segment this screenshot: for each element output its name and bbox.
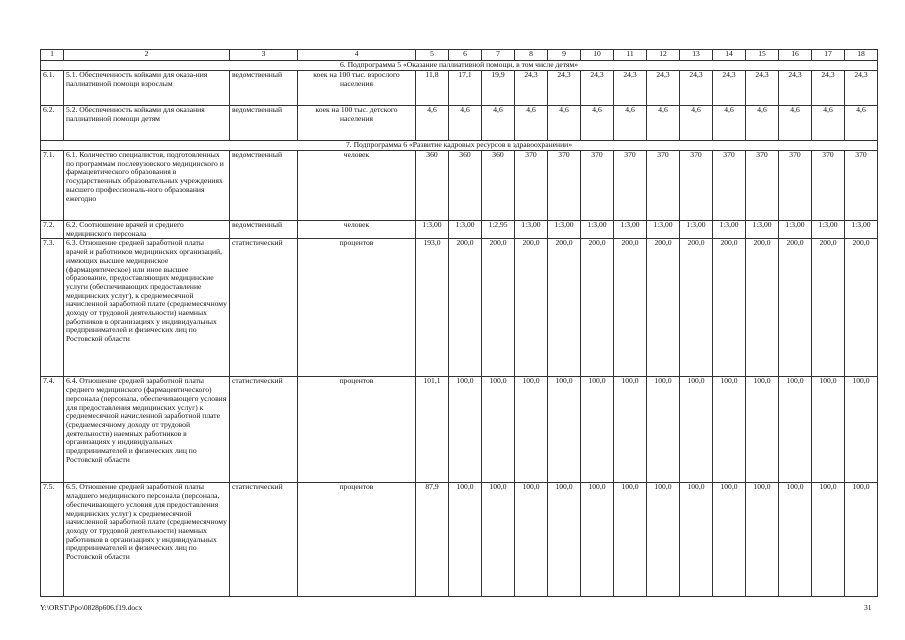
year-value: 24,3 — [680, 71, 713, 106]
year-value: 4,6 — [713, 106, 746, 141]
header-cell: 9 — [548, 50, 581, 61]
year-value: 200,0 — [548, 239, 581, 377]
year-value: 200,0 — [779, 239, 812, 377]
year-value: 1:3,00 — [548, 221, 581, 239]
year-value: 100,0 — [548, 377, 581, 483]
year-value: 4,6 — [812, 106, 845, 141]
year-value: 200,0 — [845, 239, 878, 377]
table-row — [41, 106, 878, 141]
year-value: 4,6 — [614, 106, 647, 141]
year-value: 200,0 — [812, 239, 845, 377]
year-value: 100,0 — [779, 377, 812, 483]
unit-of-measure: процентов — [298, 377, 416, 483]
row-number: 7.4. — [41, 377, 64, 483]
unit-of-measure: процентов — [298, 239, 416, 377]
year-value: 1:3,00 — [845, 221, 878, 239]
year-value: 24,3 — [614, 71, 647, 106]
year-value: 4,6 — [449, 106, 482, 141]
header-cell: 16 — [779, 50, 812, 61]
unit-of-measure: коек на 100 тыс. взрослого населения — [298, 71, 416, 106]
header-cell: 12 — [647, 50, 680, 61]
year-value: 100,0 — [680, 377, 713, 483]
indicator-name: 6.4. Отношение средней заработной платы среднего медицинского (фармацевтического) персонала (персонала, обеспечивающего условия для предоставления медицинских услуг) к среднемесячной начисленной заработной плате (среднемесячному доходу от трудовой деятельности) наемных работников в организациях у индивидуальных предпринимателей и физических лиц по Ростовской области — [64, 377, 230, 483]
year-value: 100,0 — [482, 377, 515, 483]
year-value: 193,0 — [416, 239, 449, 377]
table-row — [41, 221, 878, 239]
year-value: 4,6 — [647, 106, 680, 141]
year-value: 100,0 — [845, 483, 878, 597]
column-number-header-row — [41, 50, 878, 61]
year-value: 200,0 — [713, 239, 746, 377]
header-cell: 2 — [64, 50, 230, 61]
section-heading: 6. Подпрограмма 5 «Оказание паллиативной помощи, в том числе детям» — [41, 61, 878, 71]
unit-of-measure: коек на 100 тыс. детского населения — [298, 106, 416, 141]
header-cell: 6 — [449, 50, 482, 61]
year-value: 4,6 — [416, 106, 449, 141]
row-number: 7.2. — [41, 221, 64, 239]
year-value: 24,3 — [647, 71, 680, 106]
header-cell: 3 — [230, 50, 298, 61]
year-value: 4,6 — [548, 106, 581, 141]
indicator-name: 6.3. Отношение средней заработной платы врачей и работников медицинских организаций, имеющих высшее медицинское (фармацевтическое) или иное высшее образование, предоставляющих медицинские услуги (обеспечивающих предоставление медицинских услуг), к среднемесячной начисленной заработной плате (среднемесячному доходу от трудовой деятельности) наемных работников в организациях у индивидуальных предпринимателей и физических лиц по Ростовской области — [64, 239, 230, 377]
year-value: 24,3 — [515, 71, 548, 106]
year-value: 370 — [647, 151, 680, 221]
header-cell: 11 — [614, 50, 647, 61]
data-source: ведомственный — [230, 71, 298, 106]
year-value: 100,0 — [845, 377, 878, 483]
year-value: 4,6 — [581, 106, 614, 141]
year-value: 4,6 — [779, 106, 812, 141]
year-value: 100,0 — [581, 377, 614, 483]
year-value: 370 — [614, 151, 647, 221]
header-cell: 8 — [515, 50, 548, 61]
year-value: 200,0 — [614, 239, 647, 377]
indicator-name: 6.2. Соотношение врачей и среднего медицинского персонала — [64, 221, 230, 239]
year-value: 100,0 — [548, 483, 581, 597]
year-value: 1:3,00 — [680, 221, 713, 239]
year-value: 24,3 — [779, 71, 812, 106]
year-value: 100,0 — [515, 377, 548, 483]
year-value: 370 — [845, 151, 878, 221]
indicator-name: 5.1. Обеспеченность койками для оказа-ния паллиативной помощи взрослым — [64, 71, 230, 106]
data-source: статистический — [230, 483, 298, 597]
header-cell: 4 — [298, 50, 416, 61]
data-source: статистический — [230, 377, 298, 483]
year-value: 370 — [779, 151, 812, 221]
year-value: 100,0 — [713, 483, 746, 597]
data-source: ведомственный — [230, 106, 298, 141]
year-value: 370 — [548, 151, 581, 221]
header-cell: 17 — [812, 50, 845, 61]
year-value: 1:3,00 — [647, 221, 680, 239]
year-value: 4,6 — [746, 106, 779, 141]
year-value: 100,0 — [614, 483, 647, 597]
unit-of-measure: человек — [298, 151, 416, 221]
year-value: 200,0 — [680, 239, 713, 377]
year-value: 1:3,00 — [779, 221, 812, 239]
year-value: 370 — [713, 151, 746, 221]
year-value: 1:3,00 — [581, 221, 614, 239]
year-value: 24,3 — [845, 71, 878, 106]
year-value: 4,6 — [845, 106, 878, 141]
table-row — [41, 151, 878, 221]
year-value: 100,0 — [482, 483, 515, 597]
year-value: 370 — [680, 151, 713, 221]
section-heading: 7. Подпрограмма 6 «Развитие кадровых ресурсов в здравоохранении» — [41, 141, 878, 151]
year-value: 200,0 — [482, 239, 515, 377]
data-source: ведомственный — [230, 151, 298, 221]
year-value: 370 — [515, 151, 548, 221]
row-number: 7.3. — [41, 239, 64, 377]
year-value: 370 — [746, 151, 779, 221]
data-source: ведомственный — [230, 221, 298, 239]
table-row — [41, 239, 878, 377]
year-value: 1:3,00 — [416, 221, 449, 239]
year-value: 1:3,00 — [746, 221, 779, 239]
year-value: 200,0 — [515, 239, 548, 377]
year-value: 24,3 — [548, 71, 581, 106]
year-value: 100,0 — [614, 377, 647, 483]
year-value: 100,0 — [680, 483, 713, 597]
year-value: 101,1 — [416, 377, 449, 483]
row-number: 6.1. — [41, 71, 64, 106]
year-value: 19,9 — [482, 71, 515, 106]
year-value: 11,8 — [416, 71, 449, 106]
row-number: 7.5. — [41, 483, 64, 597]
year-value: 4,6 — [515, 106, 548, 141]
year-value: 1:3,00 — [449, 221, 482, 239]
year-value: 24,3 — [746, 71, 779, 106]
year-value: 100,0 — [713, 377, 746, 483]
year-value: 360 — [449, 151, 482, 221]
year-value: 100,0 — [812, 377, 845, 483]
year-value: 100,0 — [449, 483, 482, 597]
year-value: 200,0 — [581, 239, 614, 377]
year-value: 100,0 — [812, 483, 845, 597]
year-value: 100,0 — [647, 377, 680, 483]
table-row — [41, 483, 878, 597]
header-cell: 13 — [680, 50, 713, 61]
year-value: 100,0 — [746, 483, 779, 597]
year-value: 100,0 — [779, 483, 812, 597]
table-row — [41, 377, 878, 483]
year-value: 4,6 — [482, 106, 515, 141]
unit-of-measure: человек — [298, 221, 416, 239]
year-value: 100,0 — [515, 483, 548, 597]
year-value: 4,6 — [680, 106, 713, 141]
indicator-name: 6.1. Количество специалистов, подготовленных по программам послевузовского медицинского и фармацевтического образования в государственных образовательных учреждениях высшего профессиональ-ного образования ежегодно — [64, 151, 230, 221]
year-value: 24,3 — [713, 71, 746, 106]
header-cell: 5 — [416, 50, 449, 61]
section-heading-row — [41, 141, 878, 151]
year-value: 24,3 — [581, 71, 614, 106]
year-value: 87,9 — [416, 483, 449, 597]
year-value: 200,0 — [746, 239, 779, 377]
table-row — [41, 71, 878, 106]
year-value: 1:3,00 — [713, 221, 746, 239]
header-cell: 10 — [581, 50, 614, 61]
indicators-table — [40, 49, 878, 597]
year-value: 100,0 — [449, 377, 482, 483]
year-value: 24,3 — [812, 71, 845, 106]
header-cell: 15 — [746, 50, 779, 61]
section-heading-row — [41, 61, 878, 71]
year-value: 200,0 — [647, 239, 680, 377]
year-value: 200,0 — [449, 239, 482, 377]
year-value: 100,0 — [746, 377, 779, 483]
page-number: 31 — [864, 603, 872, 612]
year-value: 1:3,00 — [614, 221, 647, 239]
indicator-name: 6.5. Отношение средней заработной платы младшего медицинского персонала (персонала, обеспечивающего условия для предоставления медицинских услуг) к среднемесячной начисленной заработной плате (среднемесячному доходу от трудовой деятельности) наемных работников в организациях у индивидуальных предпринимателей и физических лиц по Ростовской области — [64, 483, 230, 597]
year-value: 370 — [581, 151, 614, 221]
footer-file-path: Y:\ORST\Ppo\0828p606.f19.docx — [40, 603, 143, 612]
year-value: 1:3,00 — [812, 221, 845, 239]
data-source: статистический — [230, 239, 298, 377]
year-value: 1:3,00 — [515, 221, 548, 239]
year-value: 370 — [812, 151, 845, 221]
indicator-name: 5.2. Обеспеченность койками для оказания паллиативной помощи детям — [64, 106, 230, 141]
row-number: 7.1. — [41, 151, 64, 221]
header-cell: 14 — [713, 50, 746, 61]
unit-of-measure: процентов — [298, 483, 416, 597]
year-value: 360 — [416, 151, 449, 221]
header-cell: 18 — [845, 50, 878, 61]
year-value: 17,1 — [449, 71, 482, 106]
header-cell: 1 — [41, 50, 64, 61]
row-number: 6.2. — [41, 106, 64, 141]
year-value: 100,0 — [647, 483, 680, 597]
year-value: 100,0 — [581, 483, 614, 597]
header-cell: 7 — [482, 50, 515, 61]
year-value: 360 — [482, 151, 515, 221]
year-value: 1:2,95 — [482, 221, 515, 239]
